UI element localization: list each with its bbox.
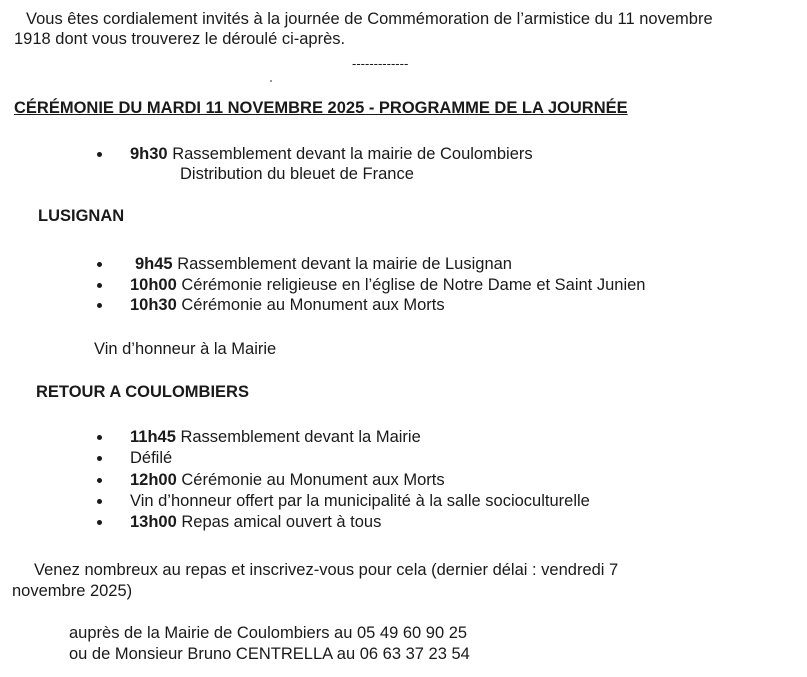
item-text: Rassemblement devant la mairie de Lusignan (177, 255, 512, 273)
scan-speck (270, 80, 272, 82)
lusignan-note: Vin d’honneur à la Mairie (94, 340, 277, 358)
closing-line-2: novembre 2025) (12, 582, 133, 600)
contact-centrella: ou de Monsieur Bruno CENTRELLA au 06 63 37 23 54 (69, 645, 470, 663)
bullet-icon (97, 283, 102, 288)
bullet-icon (97, 478, 102, 483)
bullet-icon (97, 303, 102, 308)
bullet-icon (97, 152, 102, 157)
item-time: 9h30 (130, 145, 168, 163)
item-time: 10h30 (130, 296, 177, 314)
page-title: CÉRÉMONIE DU MARDI 11 NOVEMBRE 2025 - PROGRAMME DE LA JOURNÉE (14, 99, 628, 117)
separator: ------------- (352, 56, 409, 71)
item-continuation: Distribution du bleuet de France (180, 165, 414, 183)
contact-mairie: auprès de la Mairie de Coulombiers au 05 49 60 90 25 (69, 624, 468, 642)
item-text: Cérémonie au Monument aux Morts (181, 296, 445, 314)
item-text: Vin d’honneur offert par la municipalité à la salle socioculturelle (130, 492, 590, 510)
item-text: Cérémonie au Monument aux Morts (181, 471, 445, 489)
item-text: Rassemblement devant la Mairie (180, 428, 421, 446)
bullet-icon (97, 435, 102, 440)
item-time: 12h00 (130, 471, 177, 489)
item-time: 9h45 (135, 255, 173, 273)
bullet-icon (97, 456, 102, 461)
bullet-icon (97, 520, 102, 525)
section-heading-lusignan: LUSIGNAN (38, 207, 125, 225)
item-text: Repas amical ouvert à tous (181, 513, 382, 531)
section-heading-retour: RETOUR A COULOMBIERS (36, 383, 249, 401)
intro-line-1: Vous êtes cordialement invités à la journée de Commémoration de l’armistice du 11 novembre (26, 10, 713, 28)
closing-paragraph (12, 560, 618, 601)
intro-line-2: 1918 dont vous trouverez le déroulé ci-après. (14, 30, 346, 48)
closing-line-1: Venez nombreux au repas et inscrivez-vous pour cela (dernier délai : vendredi 7 (34, 561, 619, 579)
item-time: 10h00 (130, 276, 177, 294)
bullet-icon (97, 262, 102, 267)
intro-paragraph (14, 9, 713, 49)
item-text: Défilé (130, 449, 173, 467)
item-text: Cérémonie religieuse en l’église de Notre Dame et Saint Junien (181, 276, 646, 294)
item-text: Rassemblement devant la mairie de Coulombiers (172, 145, 533, 163)
bullet-icon (97, 499, 102, 504)
item-time: 13h00 (130, 513, 177, 531)
item-time: 11h45 (130, 428, 176, 446)
